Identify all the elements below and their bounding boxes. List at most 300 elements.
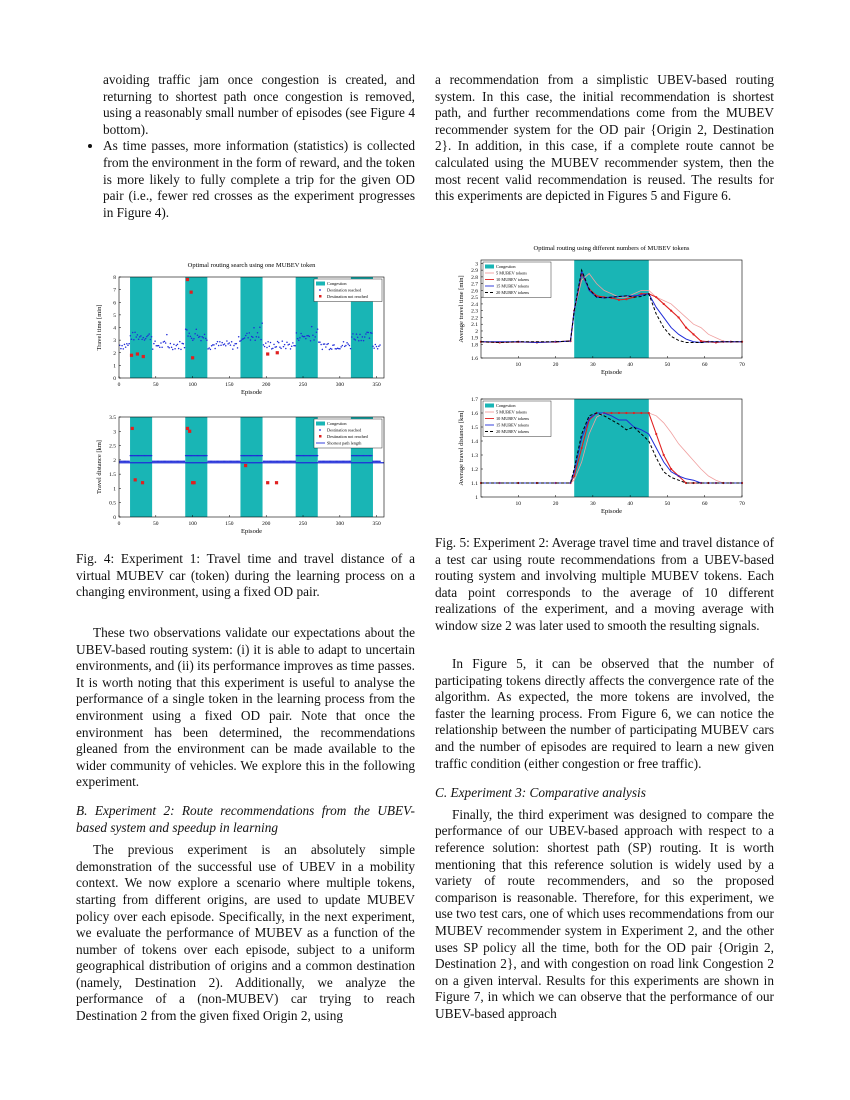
f4a-ytick-label: 7	[113, 287, 116, 294]
f4a-point	[146, 336, 148, 338]
f4a-point	[309, 336, 311, 338]
left-column-body	[76, 625, 415, 1025]
f4a-point	[166, 334, 168, 336]
f4a-point	[376, 346, 378, 348]
f5b-series-marker	[648, 412, 650, 414]
f4a-point	[132, 332, 134, 334]
f4b-point	[239, 461, 241, 463]
f4b-legend-label: Destination reached	[327, 427, 362, 433]
f4a-point	[342, 345, 344, 347]
f4a-xtick-label: 250	[298, 382, 308, 388]
f4a-legend-label: Destination not reached	[327, 294, 368, 299]
f4a-point	[130, 335, 132, 337]
f5b-series-marker	[663, 454, 665, 456]
f4b-not-reached-point	[134, 478, 137, 481]
f4a-point	[265, 342, 267, 344]
f4a-point	[280, 348, 282, 350]
f4a-point	[167, 346, 169, 348]
f5b-legend-label: 20 MUBEV tokens	[496, 429, 530, 434]
f4a-point	[316, 332, 318, 334]
f4a-point	[352, 333, 354, 335]
f5a-xtick-label: 50	[664, 362, 671, 368]
f5a-ylabel: Average travel time [min]	[458, 275, 465, 343]
f5b-xlabel: Episode	[601, 508, 622, 515]
f4a-point	[360, 340, 362, 342]
f4a-point	[237, 347, 239, 349]
f4a-xtick-label: 50	[153, 382, 159, 388]
f4b-xtick-label: 200	[262, 521, 271, 527]
f5b-series-marker	[610, 412, 612, 414]
f4a-point	[135, 336, 137, 338]
f5a-legend-label: 10 MUBEV tokens	[496, 277, 530, 282]
f4a-point	[125, 346, 127, 348]
f5b-series-marker	[625, 412, 627, 414]
f4a-point	[345, 345, 347, 347]
f4a-point	[312, 335, 314, 337]
f4a-point	[180, 349, 182, 351]
f4a-point	[363, 340, 365, 342]
f4a-point	[298, 340, 300, 342]
f4a-point	[297, 338, 299, 340]
f4b-congestion-band	[130, 417, 152, 517]
f5b-series-marker	[633, 412, 635, 414]
f4b-xtick-label: 50	[153, 521, 159, 527]
f4a-not-reached-point	[142, 355, 145, 358]
f4b-xtick-label: 250	[298, 521, 308, 527]
f4a-point	[238, 336, 240, 338]
f4a-point	[174, 348, 176, 350]
f5b-legend-label: Congestion	[496, 403, 516, 408]
f4a-point	[246, 333, 248, 335]
f4a-point	[283, 346, 285, 348]
f4b-point	[206, 455, 208, 457]
f4a-point	[233, 345, 235, 347]
f5a-xlabel: Episode	[601, 369, 622, 376]
f4a-point	[244, 337, 246, 339]
f4b-congestion-band	[240, 417, 262, 517]
f4a-point	[289, 343, 291, 345]
f4a-point	[213, 344, 215, 346]
f5a-series-marker	[678, 316, 680, 318]
f4a-point	[187, 335, 189, 337]
f4a-point	[210, 349, 212, 351]
f4a-point	[319, 341, 321, 343]
f4a-point	[331, 348, 333, 350]
f4b-legend-label: Congestion	[327, 421, 347, 426]
f4b-not-reached-point	[192, 481, 195, 484]
f4a-point	[253, 327, 255, 329]
f4b-xtick-label: 350	[372, 521, 381, 527]
f4a-point	[267, 341, 269, 343]
f4a-point	[369, 337, 371, 339]
f4b-not-reached-point	[266, 481, 269, 484]
f4a-point	[344, 346, 346, 348]
f4a-point	[305, 338, 307, 340]
f4b-point	[128, 461, 130, 463]
f4b-xtick-label: 100	[188, 521, 197, 527]
f5a-ytick-label: 2	[475, 328, 478, 335]
f4a-point	[236, 343, 238, 345]
f5b-legend-swatch	[485, 404, 494, 408]
f4b-ylabel: Travel distance [km]	[96, 440, 103, 494]
f5b-ytick-label: 1.1	[471, 481, 478, 487]
f4a-point	[365, 333, 367, 335]
f4b-point	[379, 461, 381, 463]
f4a-point	[164, 341, 166, 343]
f4a-point	[375, 344, 377, 346]
f4a-point	[204, 334, 206, 336]
f4a-point	[317, 328, 319, 330]
f4a-point	[133, 339, 135, 341]
f5a-ytick-label: 2.3	[471, 308, 478, 315]
f5b-legend-label: 5 MUBEV tokens	[496, 409, 527, 415]
f4a-point	[320, 344, 322, 346]
f4a-point	[247, 337, 249, 339]
f5a-series-marker	[663, 303, 665, 305]
f4a-point	[314, 336, 316, 338]
f5b-ytick-label: 1.7	[471, 397, 478, 403]
f5a-legend-label: 5 MUBEV tokens	[496, 270, 527, 276]
f4a-point	[250, 339, 252, 341]
f4b-ytick-label: 2	[113, 457, 116, 464]
f4a-point	[272, 348, 274, 350]
f4a-not-reached-point	[190, 291, 193, 294]
left-column-top	[76, 72, 415, 221]
f4a-point	[199, 336, 201, 338]
f4a-point	[277, 341, 279, 343]
f4a-point	[300, 333, 302, 335]
f4a-point	[261, 322, 263, 324]
f5b-xtick-label: 20	[552, 501, 559, 507]
f4a-point	[304, 336, 306, 338]
f4a-point	[179, 341, 181, 343]
f5a-xtick-label: 20	[552, 362, 559, 368]
f4a-point	[359, 334, 361, 336]
f4a-point	[232, 348, 234, 350]
f4a-point	[349, 345, 351, 347]
paragraph-2: The previous experiment is an absolutely simple demonstration of the successful use of UBEV in a mobility context. We now explore a scenario where multiple tokens, starting from different origins, are used to update MUBEV policy over each episode. Specifically, in the next experiment, we evaluate the performance of MUBEV as a function of the number of tokens over each episode, subject to a uniform geographical distribution of origins and a common destination (namely, Destination 2). Additionally, we analyze the performance of a (non-MUBEV) car trying to reach Destination 2 from the given fixed Origin 2, using	[76, 842, 415, 1024]
f4a-point	[279, 346, 281, 348]
f4a-point	[322, 349, 324, 351]
section-b-heading: B. Experiment 2: Route recommendations from the UBEV-based system and speedup in learning	[76, 802, 415, 835]
f4b-point	[184, 461, 186, 463]
f4a-point	[183, 343, 185, 345]
f4a-point	[151, 336, 153, 338]
f5a-xtick-label: 10	[515, 362, 522, 368]
f4b-xtick-label: 150	[225, 521, 234, 527]
f4a-point	[230, 344, 232, 346]
f5a-ytick-label: 1.8	[471, 342, 478, 349]
f4a-legend-swatch	[319, 289, 321, 291]
f4a-point	[240, 340, 242, 342]
f4a-point	[324, 343, 326, 345]
f4a-point	[284, 344, 286, 346]
f4a-ylabel: Travel time [min]	[96, 304, 103, 351]
f4b-ytick-label: 0.5	[109, 500, 116, 507]
f4a-point	[252, 336, 254, 338]
f5a-ytick-label: 1.6	[471, 356, 478, 362]
f5a-congestion-band	[574, 260, 649, 358]
f4a-xtick-label: 0	[117, 382, 121, 388]
f4a-point	[245, 335, 247, 337]
f4b-point	[294, 461, 296, 463]
f4a-point	[379, 344, 381, 346]
f4a-point	[168, 347, 170, 349]
f4a-point	[196, 328, 198, 330]
f4a-point	[264, 346, 266, 348]
f4a-point	[372, 345, 374, 347]
f4b-point	[350, 461, 352, 463]
f4a-point	[221, 342, 223, 344]
f4b-point	[261, 455, 263, 457]
f5a-ytick-label: 2.1	[471, 322, 478, 329]
f4a-point	[254, 339, 256, 341]
f5a-ytick-label: 3	[475, 261, 478, 268]
f4a-point	[192, 339, 194, 341]
f4a-point	[197, 334, 199, 336]
f4a-xlabel: Episode	[241, 389, 262, 396]
f4b-xtick-label: 0	[117, 521, 121, 527]
f4a-ytick-label: 3	[113, 338, 116, 345]
f4a-point	[144, 339, 146, 341]
f4a-ytick-label: 8	[113, 275, 116, 281]
f4b-legend-label: Destination not reached	[327, 434, 368, 439]
f4a-point	[285, 348, 287, 350]
f5a-series-marker	[655, 296, 657, 298]
f5b-ytick-label: 1.4	[471, 439, 478, 445]
f4a-point	[269, 345, 271, 347]
paragraph-1: These two observations validate our expectations about the UBEV-based routing system: (i) it is able to adapt to uncertain environments, and (ii) its performance improves as time passes. It is worth noting that this experiment is useful to analyse the performance of a single token in the learning process from the environment using a fixed OD pair. Note that once the environment has been determined, the recommendations gleaned from the environment can be made available to the wider community of vehicles. We explore this in the following experiment.	[76, 625, 415, 790]
f5a-series-marker	[692, 333, 694, 335]
f5b-ytick-label: 1.3	[471, 453, 478, 459]
f4a-point	[364, 336, 366, 338]
f5a-ytick-label: 2.5	[471, 295, 478, 302]
f5a-ytick-label: 2.9	[471, 268, 478, 275]
f4a-point	[165, 342, 167, 344]
f4b-ytick-label: 1.5	[109, 472, 116, 479]
f4a-ytick-label: 6	[113, 300, 116, 307]
f4a-point	[120, 348, 122, 350]
f4a-point	[259, 326, 261, 328]
f5b-legend-label: 10 MUBEV tokens	[496, 416, 530, 421]
f4a-point	[143, 337, 145, 339]
f4a-not-reached-point	[136, 352, 139, 355]
f4a-point	[340, 346, 342, 348]
f4a-point	[140, 335, 142, 337]
f4a-point	[310, 340, 312, 342]
f4a-point	[190, 336, 192, 338]
f5a-ytick-label: 2.6	[471, 288, 478, 295]
f5b-xtick-label: 10	[515, 501, 522, 507]
f5b-xtick-label: 50	[664, 501, 671, 507]
f4a-point	[219, 341, 221, 343]
f4a-point	[171, 346, 173, 348]
f5a-legend-label: 20 MUBEV tokens	[496, 290, 530, 295]
f4a-point	[161, 346, 163, 348]
f4a-point	[137, 334, 139, 336]
paragraph-1-right: In Figure 5, it can be observed that the number of participating tokens directly affects the convergence rate of the algorithm. As expected, the more tokens are involved, the faster the learning process. From Figure 6, we can notice the relationship between the number of participating MUBEV cars and the number of episodes are required to learn a new given traffic condition (either congestion or free traffic).	[435, 656, 774, 771]
f4b-legend-swatch	[319, 435, 322, 438]
f4a-point	[147, 335, 149, 337]
f5b-ytick-label: 1.2	[471, 467, 478, 473]
f4a-point	[191, 338, 193, 340]
right-column-top	[435, 72, 774, 205]
f4a-xtick-label: 100	[188, 382, 197, 388]
f4a-point	[278, 342, 280, 344]
figure-5	[449, 234, 754, 518]
f4b-not-reached-point	[188, 430, 191, 433]
f4b-point	[317, 455, 319, 457]
f5a-legend-label: 15 MUBEV tokens	[496, 283, 530, 289]
f4a-legend-label: Destination reached	[327, 287, 362, 293]
f5b-series-marker	[581, 447, 583, 449]
f4a-point	[188, 333, 190, 335]
f4b-not-reached-point	[131, 427, 134, 430]
f4a-point	[205, 338, 207, 340]
paragraph-0-right: a recommendation from a simplistic UBEV-based routing system. In this case, the initial recommendation is shortest path, and further recommendations come from the MUBEV recommender system for the OD pair {Origin 2, Destination 2}. In addition, in this case, if a complete route cannot be calculated using the MUBEV recommender system, then the most recent valid recommendation is reused. The results for this experiments are depicted in Figures 5 and Figure 6.	[435, 72, 774, 204]
f4a-point	[128, 343, 130, 345]
f4a-ytick-label: 2	[113, 350, 116, 357]
f4b-ytick-label: 3.5	[109, 415, 116, 421]
f4a-point	[170, 343, 172, 345]
f4a-xtick-label: 350	[372, 382, 381, 388]
f5a-title: Optimal routing using different numbers of MUBEV tokens	[533, 245, 690, 252]
f5a-ytick-label: 2.8	[471, 274, 478, 281]
bullet-item: • As time passes, more information (statistics) is collected from the environment in the form of reward, and the token is more likely to fully complete a trip for the given OD pair (i.e., fewer red crosses as the experiment progresses in Figure 4).	[103, 138, 415, 221]
f4b-point	[151, 455, 153, 457]
f5b-xtick-label: 70	[739, 501, 745, 507]
f4a-not-reached-point	[186, 278, 189, 281]
f5a-xtick-label: 70	[739, 362, 745, 368]
f4a-point	[263, 344, 265, 346]
f4a-point	[153, 343, 155, 345]
f5b-ytick-label: 1.5	[471, 425, 478, 431]
f4a-point	[193, 338, 195, 340]
f4a-point	[201, 336, 203, 338]
f4a-point	[371, 332, 373, 334]
f4a-ytick-label: 4	[113, 325, 116, 332]
f5b-series-marker	[670, 468, 672, 470]
f4a-point	[313, 339, 315, 341]
f4a-point	[257, 332, 259, 334]
f5b-ytick-label: 1	[475, 495, 478, 501]
f4a-ytick-label: 0	[113, 376, 116, 382]
f4a-point	[131, 338, 133, 340]
f5b-series-marker	[640, 412, 642, 414]
f4b-not-reached-point	[186, 427, 189, 430]
f4a-point	[286, 342, 288, 344]
f4a-ytick-label: 5	[113, 312, 116, 319]
f4a-point	[173, 344, 175, 346]
f4a-point	[351, 336, 353, 338]
f5a-series-marker	[700, 340, 702, 342]
f4a-ytick-label: 1	[113, 363, 116, 370]
f4a-point	[145, 338, 147, 340]
f4a-legend-swatch	[316, 282, 325, 286]
f5a-series-marker	[670, 310, 672, 312]
f4a-point	[327, 343, 329, 345]
f5a-xtick-label: 30	[590, 362, 596, 368]
f4a-point	[296, 332, 298, 334]
figure-4	[96, 253, 390, 535]
f4a-point	[311, 326, 313, 328]
f4a-point	[367, 332, 369, 334]
f4a-point	[357, 336, 359, 338]
f4a-not-reached-point	[130, 354, 133, 357]
f4a-point	[141, 339, 143, 341]
f4a-point	[225, 345, 227, 347]
f4a-point	[226, 340, 228, 342]
f4b-xtick-label: 300	[335, 521, 344, 527]
f4a-point	[231, 341, 233, 343]
f5a-legend-label: Congestion	[496, 264, 516, 269]
f4a-point	[356, 333, 358, 335]
f4a-point	[200, 340, 202, 342]
f4a-point	[282, 340, 284, 342]
f4a-point	[194, 333, 196, 335]
f4a-point	[154, 340, 156, 342]
f5a-ytick-label: 2.4	[471, 301, 478, 308]
f5b-xtick-label: 30	[590, 501, 596, 507]
f4a-point	[329, 349, 331, 351]
f5a-xtick-label: 60	[701, 362, 708, 368]
f4a-point	[178, 348, 180, 350]
f5b-ytick-label: 1.6	[471, 411, 478, 417]
f4a-point	[377, 348, 379, 350]
f4a-legend-label: Congestion	[327, 281, 347, 286]
f5b-series-marker	[655, 433, 657, 435]
f4a-congestion-band	[130, 277, 152, 378]
f4a-point	[207, 348, 209, 350]
f4a-point	[266, 347, 268, 349]
f4a-point	[258, 336, 260, 338]
f4a-point	[220, 344, 222, 346]
f4a-point	[294, 345, 296, 347]
f4a-point	[121, 345, 123, 347]
f4a-point	[148, 333, 150, 335]
f4b-ytick-label: 1	[113, 486, 116, 493]
f4a-point	[134, 332, 136, 334]
f4a-point	[276, 346, 278, 348]
f4a-point	[291, 346, 293, 348]
f4a-not-reached-point	[191, 356, 194, 359]
f5b-legend-label: 15 MUBEV tokens	[496, 422, 530, 428]
f4a-point	[208, 347, 210, 349]
f4a-point	[158, 345, 160, 347]
f4a-not-reached-point	[266, 352, 269, 355]
f4a-point	[347, 343, 349, 345]
f4a-point	[224, 343, 226, 345]
f4b-not-reached-point	[141, 481, 144, 484]
f4a-point	[186, 329, 188, 331]
f5a-series-marker	[685, 326, 687, 328]
bullet-continuation: avoiding traffic jam once congestion is created, and returning to shortest path once congestion is removed, using a reasonably small number of episodes (see Figure 4 bottom).	[103, 72, 415, 137]
f4a-point	[184, 347, 186, 349]
f5a-ytick-label: 1.9	[471, 335, 478, 342]
f4a-point	[217, 341, 219, 343]
f4a-point	[150, 339, 152, 341]
f4a-point	[177, 344, 179, 346]
f4a-point	[270, 342, 272, 344]
f4a-point	[123, 348, 125, 350]
f4a-point	[138, 339, 140, 341]
f4a-point	[214, 348, 216, 350]
f4b-not-reached-point	[275, 481, 278, 484]
f4a-point	[160, 342, 162, 344]
f4a-point	[260, 339, 262, 341]
f4a-xtick-label: 300	[335, 382, 344, 388]
f5b-xtick-label: 60	[701, 501, 708, 507]
